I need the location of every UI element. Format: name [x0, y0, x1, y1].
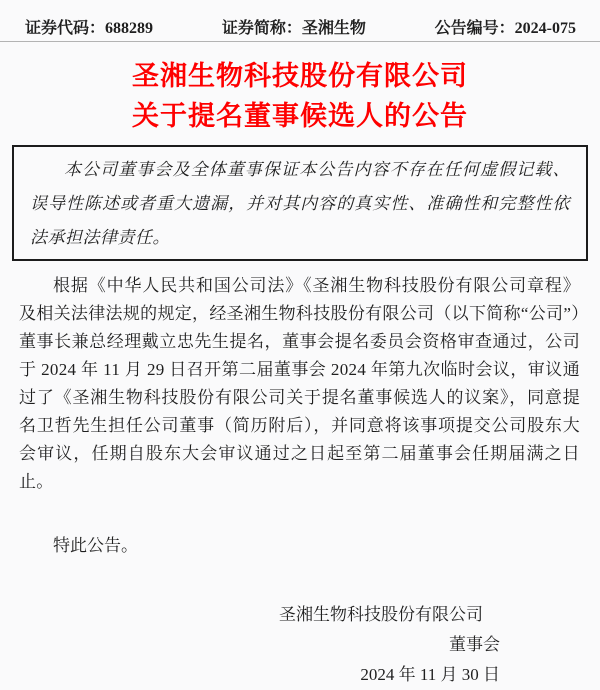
signature-date: 2024 年 11 月 30 日 — [360, 665, 500, 684]
stock-code-value: 688289 — [105, 20, 154, 37]
signature-company: 圣湘生物科技股份有限公司 — [279, 605, 483, 624]
board-guarantee-box — [12, 145, 588, 261]
announcement-number-label: 公告编号： — [434, 20, 515, 37]
signature-board: 董事会 — [449, 635, 500, 654]
stock-name-value: 圣湘生物 — [301, 20, 366, 37]
closing-statement: 特此公告。 — [53, 536, 138, 555]
announcement-number — [435, 19, 576, 39]
securities-header-row — [0, 0, 600, 42]
body-paragraph: 根据《中华人民共和国公司法》《圣湘生物科技股份有限公司章程》及相关法律法规的规定，经圣湘生物科技股份有限公司（以下简称“公司”）董事长兼总经理戴立忠先生提名，董事会提名委员会资格审查通过，公司于 2024 年 11 月 29 日召开第二届董事会 2024 年第九次临时会议，审议通过了《圣湘生物科技股份有限公司关于提名董事候选人的议案》，同意提名卫哲先生担任公司董事（简历附后），并同意将该事项提交公司股东大会审议，任期自股东大会审议通过之日起至第二届董事会任期届满之日止。 — [19, 276, 580, 491]
signature-block — [0, 600, 600, 690]
announcement-title-company: 圣湘生物科技股份有限公司 — [132, 61, 468, 91]
announcement-body — [0, 272, 600, 560]
announcement-title — [0, 56, 600, 136]
stock-code-label: 证券代码： — [25, 20, 106, 37]
board-guarantee-text: 本公司董事会及全体董事保证本公告内容不存在任何虚假记载、误导性陈述或者重大遗漏，并对其内容的真实性、准确性和完整性依法承担法律责任。 — [30, 160, 570, 247]
stock-name-label: 证券简称： — [221, 20, 302, 37]
stock-name — [222, 19, 366, 39]
announcement-title-subject: 关于提名董事候选人的公告 — [132, 101, 468, 131]
announcement-number-value: 2024-075 — [514, 20, 576, 37]
stock-code — [25, 19, 153, 39]
